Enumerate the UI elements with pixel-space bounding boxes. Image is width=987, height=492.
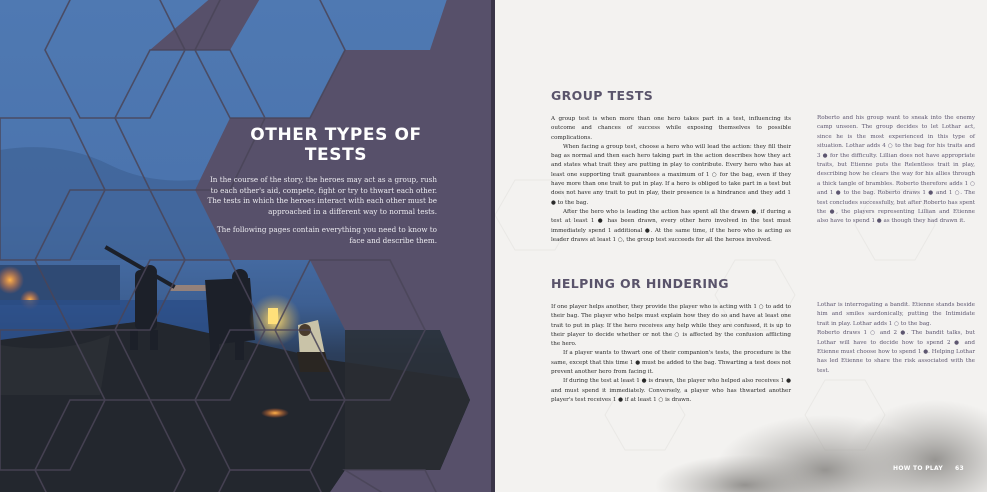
example-box-helping bbox=[817, 301, 975, 376]
page-title: OTHER TYPES OF TESTS bbox=[250, 125, 422, 165]
footer-section-label: HOW TO PLAY bbox=[893, 465, 944, 472]
example-text: Roberto and his group want to sneak into the enemy camp unseen. The group decides to let Lothar act, since he is the most experienced in this type of situation. Lothar adds 4 ○ to the bag for his traits and 3 ● for the difficulty. Lillian does not have appropriate traits, but Etienne puts the Relentless trait in play, describing how he clears the way for his allies through a thick tangle of brambles. Roberto therefore adds 1 ○ and 1 ● to the bag. Roberto draws 1 ● and 1 ○. The test concludes successfully, but after Roberto has spent the ●, the players representing Lillian and Etienne also have to spend 1 ● as though they had drawn it. bbox=[817, 115, 975, 225]
intro-paragraph: The following pages contain everything you need to know to face and describe them. bbox=[216, 225, 437, 245]
body-paragraph: If a player wants to thwart one of their companion's tests, the procedure is the same, except that this time 1 ● must be added to the bag. Thwarting a test does not prevent another hero from facing it. bbox=[551, 350, 791, 376]
body-paragraph: When facing a group test, choose a hero who will lead the action: they fill their bag as normal and then each hero taking part in the action describes how they act and states what trait they are putting in play to contribute. Every hero who has at least one supporting trait guarantees a maximum of 1 ○ for the bag, even if they have more than one trait to put in play. If a hero is obliged to take part in a test but does not have any trait to put in play, their presence is a hindrance and they add 1 ● to the bag. bbox=[551, 143, 791, 206]
right-page bbox=[495, 0, 987, 492]
body-paragraph: After the hero who is leading the action has spent all the drawn ●, if during a test at least 1 ● has been drawn, every other hero involved in the test must immediately spend 1 additional ●. At the same time, if the hero who is acting as leader draws at least 1 ○, the group test succeeds for all the heroes involved. bbox=[551, 208, 791, 243]
example-box-group-tests bbox=[817, 114, 975, 227]
intro-paragraph: In the course of the story, the heroes may act as a group, rush to each other's aid, compete, fight or try to thwart each other. The tests in which the heroes interact with each other must be approached in a different way to normal tests. bbox=[207, 175, 437, 216]
section-heading: GROUP TESTS bbox=[551, 88, 654, 103]
example-text: Lothar is interrogating a bandit. Etienne stands beside him and smiles sardonically, putting the Intimidate trait in play. Lothar adds 1 ○ to the bag. bbox=[817, 302, 975, 327]
intro-block bbox=[205, 125, 437, 255]
section-helping-hindering bbox=[551, 276, 791, 405]
body-paragraph: If during the test at least 1 ● is drawn, the player who helped also receives 1 ● and must spend it immediately. Conversely, a player who has thwarted another player's test receives 1 ● if at least 1 ○ is drawn. bbox=[551, 378, 791, 403]
section-heading: HELPING OR HINDERING bbox=[551, 276, 729, 291]
body-paragraph: If one player helps another, they provide the player who is acting with 1 ○ to add to their bag. The player who helps must explain how they do so and have at least one trait to put in play. If the hero receives any help while they are confused, it is up to their player to decide whether or not the ○ is affected by the confusion afflicting the hero. bbox=[551, 304, 791, 348]
example-text: Roberto draws 1 ○ and 2 ●. The bandit talks, but Lothar will have to decide how to spend 2 ● and Etienne must choose how to spend 1 ●. Helping Lothar has led Etienne to share the risk associated with the test. bbox=[817, 330, 975, 374]
section-group-tests bbox=[551, 88, 791, 245]
page-number: 63 bbox=[955, 465, 964, 472]
body-paragraph: A group test is when more than one hero takes part in a test, influencing its outcome and chances of success while exposing themselves to possible complications. bbox=[551, 116, 791, 141]
